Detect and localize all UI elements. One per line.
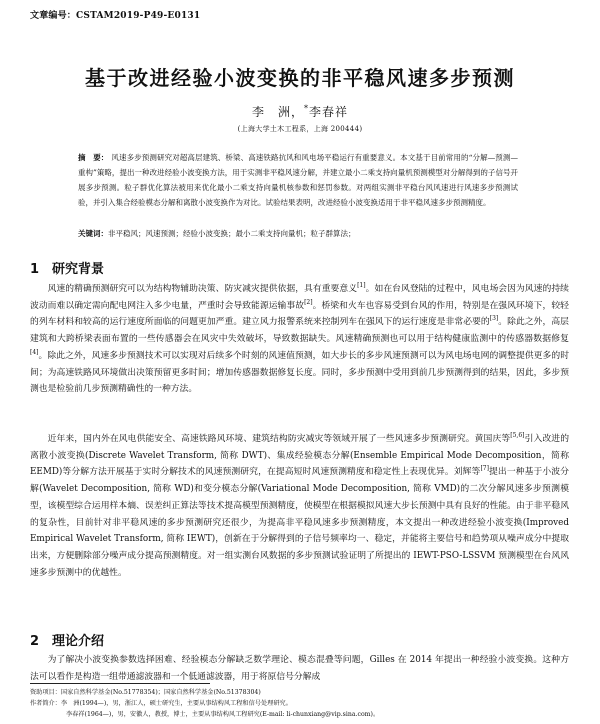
footnote-fund: 资助项目：国家自然科学基金(No.51778354)；国家自然科学基金(No.51378304) (30, 689, 261, 696)
paragraph-text: 引入改进的离散小波变换(Discrete Wavelet Transform, 简称 DWT)、集成经验模态分解(Ensemble Empirical Mode Decomposition，简称 EEMD)等分解方法开展基于实时分解技术的风速预测研究，在提高短时风速预测精度和稳定性上表现优异。刘辉等 (30, 434, 569, 478)
affiliation: (上海大学土木工程系，上海 200444) (237, 125, 363, 133)
footnote-rule (30, 683, 210, 684)
author-first: 李 洲， (251, 105, 304, 119)
paragraph-text: 提出一种基于小波分解(Wavelet Decomposition, 简称 WD)和变分模态分解(Variational Mode Decomposition, 简称 VMD)的二次分解风速多步预测模型，该模型综合运用样本熵、误差纠正算法等技术提高模型预测精度，使模型在根据模拟风速大步长预测中具有良好的性能。由于非平稳风的复杂性，目前针对非平稳风速的多步预测研究还很少，为提高非平稳风速多步预测精度，本文提出一种改进经验小波变换(Improved Empirical Wavelet Transform, 简称 IEWT)，创新在于分解得到的子信号频率均一、稳定，并能将主要信号和趋势项从噪声成分中提取出来，方便删除部分噪声成分提高预测精度。对一组实测台风数据的多步预测试验证明了所提出的 IEWT-PSO-LSSVM 预测模型在台风风速多步预测中的优越性。 (30, 467, 569, 578)
corresponding-mark: * (304, 104, 309, 113)
paragraph (30, 431, 569, 581)
citation: [2] (304, 298, 313, 306)
paragraph-text: 。除此之外，高层建筑和大跨桥梁表面布置的一些传感器会在风灾中失效破坏，导致数据缺失。风速精确预测也可以用于结构健康监测中的传感器数据修复 (30, 317, 569, 345)
citation: [7] (480, 465, 489, 473)
section-number: 1 (30, 262, 40, 277)
section-title: 理论介绍 (52, 634, 105, 649)
footnote-author-2: 李春祥(1964—)，男，安徽人，教授，博士，主要从事结构风工程研究(E-mail: li-chunxiang@vip.sina.com)。 (66, 711, 380, 718)
citation: [3] (489, 315, 499, 323)
abstract-label: 摘 要： (78, 153, 109, 162)
citation: [5,6] (510, 432, 525, 440)
section-title: 研究背景 (52, 262, 105, 277)
paragraph (30, 281, 569, 398)
paragraph-text: 风速的精确预测研究可以为结构物辅助决策、防灾减灾提供依据，具有重要意义 (47, 284, 358, 294)
paper-title: 基于改进经验小波变换的非平稳风速多步预测 (85, 66, 515, 90)
keywords-text: 非平稳风；风速预测；经验小波变换；最小二乘支持向量机；粒子群算法； (108, 229, 356, 238)
paragraph-text: 。除此之外，风速多步预测技术可以实现对后续多个时刻的风速值预测，如大步长的多步风速预测可以为风电场电网的调整提供更多的时间；为高速铁路风环境做出决策预留更多时间；增加传感器数据修复长度。同时，多步预测中受用到前几步预测得到的结果，因此，多步预测也是检验前几步预测精确性的一种方法。 (30, 350, 569, 395)
paragraph (30, 652, 569, 685)
section-heading-1 (30, 258, 104, 277)
paragraph-text: 。桥梁和火车也容易受到台风的作用，特别是在强风环境下，较轻的列车材料和较高的运行速度所面临的问题更加严重。建立风力报警系统来控制列车在强风下的运行速度是非常必要的 (30, 300, 569, 328)
paragraph-text: 。如在台风登陆的过程中，风电场会因为风速的持续波动而难以确定需向配电网注入多少电量，严重时会导致能源运输事故 (30, 284, 569, 311)
section-heading-2 (30, 630, 104, 649)
author-second: 李春祥 (309, 105, 349, 119)
document-id: 文章编号：CSTAM2019-P49-E0131 (30, 11, 201, 21)
keywords-label: 关键词： (78, 229, 108, 238)
citation: [4] (30, 348, 39, 356)
author-line (0, 103, 600, 120)
paragraph-text: 为了解决小波变换参数选择困难、经验模态分解缺乏数学理论、模态混叠等问题，Gilles 在 2014 年提出一种经验小波变换。这种方法可以看作是构造一组带通滤波器和一个低通滤波器，用于将原信号分解成 (30, 655, 569, 682)
section-number: 2 (30, 634, 40, 649)
abstract-text: 风速多步预测研究对超高层建筑、桥梁、高速铁路抗风和风电场平稳运行有重要意义。本文基于目前常用的“分解—预测—重构”策略，提出一种改进经验小波变换方法，用于实测非平稳风速分解，并建立最小二乘支持向量机预测模型对分解得到的子信号开展多步预测。粒子群优化算法被用来优化最小二乘支持向量机核参数和惩罚参数。对两组实测非平稳台风风速进行风速多步预测试验，并引入集合经验模态分解和离散小波变换作为对比。试验结果表明，改进经验小波变换适用于非平稳风速多步预测精度。 (78, 153, 518, 207)
citation: [1] (357, 282, 366, 290)
keywords-block (78, 228, 518, 240)
footnote-author-1: 作者简介：李 洲(1994—)，男，浙江人，硕士研究生，主要从事结构风工程和信号处理研究。 (30, 700, 292, 707)
paragraph-text: 近年来，国内外在风电供能安全、高速铁路风环境、建筑结构防灾减灾等领域开展了一些风速多步预测研究。黄国庆等 (47, 434, 511, 444)
abstract-block (78, 150, 518, 210)
